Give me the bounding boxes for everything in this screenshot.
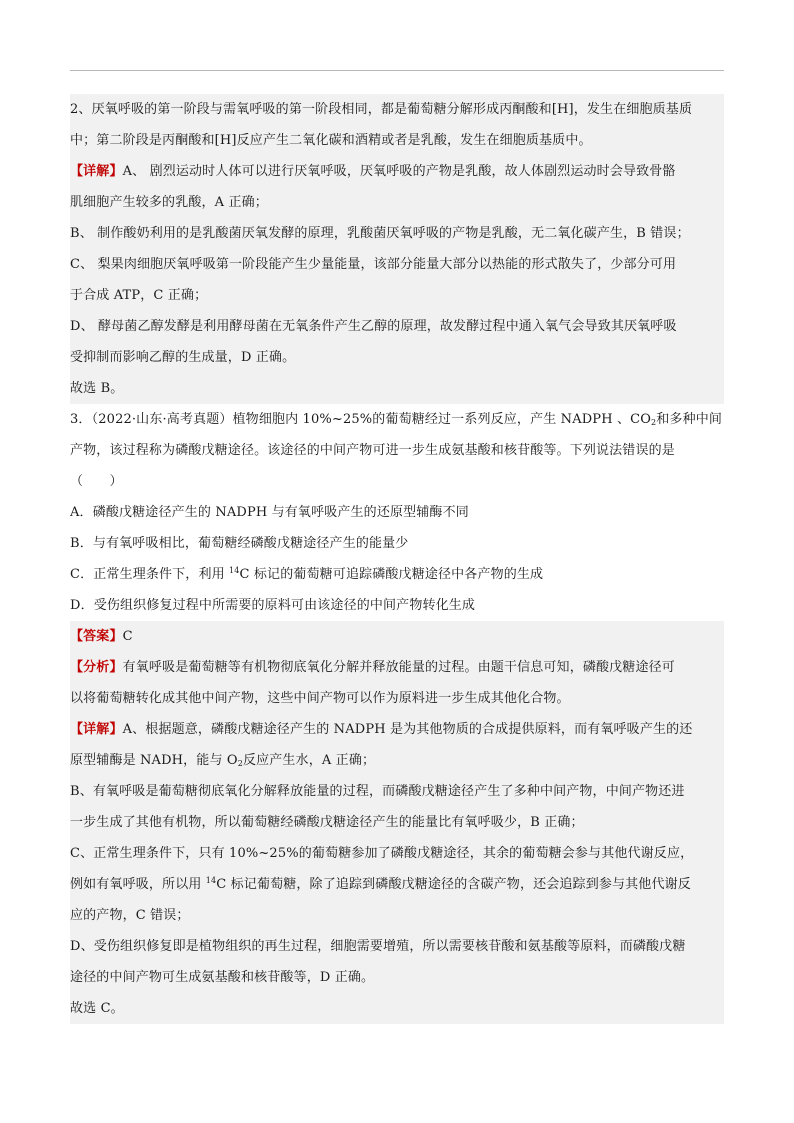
detail-tag: 【详解】 bbox=[70, 722, 123, 737]
analysis-line: 以将葡萄糖转化成其他中间产物，这些中间产物可以作为原料进一步生成其他化合物。 bbox=[70, 683, 724, 714]
question-stem-text: 3．（2022·山东·高考真题）植物细胞内 10%~25%的葡萄糖经过一系列反应，产生 NADPH 、CO bbox=[70, 412, 652, 427]
detail-d-line: D、受伤组织修复即是植物组织的再生过程，细胞需要增殖，所以需要核苷酸和氨基酸等原料，而磷酸戊糖 bbox=[70, 931, 724, 962]
detail-b-line: B、有氧呼吸是葡萄糖彻底氧化分解释放能量的过程，而磷酸戊糖途径产生了多种中间产物，中间产物还进 bbox=[70, 776, 724, 807]
detail-b-line: B、 制作酸奶利用的是乳酸菌厌氧发酵的原理，乳酸菌厌氧呼吸的产物是乳酸，无二氧化碳产生，B 错误； bbox=[70, 218, 724, 249]
analysis-text-line: 2、厌氧呼吸的第一阶段与需氧呼吸的第一阶段相同，都是葡萄糖分解形成丙酮酸和[H]，发生在细胞质基质 bbox=[70, 94, 724, 125]
detail-c-line: C、正常生理条件下，只有 10%~25%的葡萄糖参加了磷酸戊糖途径，其余的葡萄糖会参与其他代谢反应， bbox=[70, 838, 724, 869]
detail-a-line: 肌细胞产生较多的乳酸，A 正确； bbox=[70, 187, 724, 218]
answer-line bbox=[70, 621, 724, 652]
detail-text: A、 剧烈运动时人体可以进行厌氧呼吸，厌氧呼吸的产物是乳酸，故人体剧烈运动时会导致骨骼 bbox=[122, 164, 676, 179]
detail-c-line bbox=[70, 869, 724, 900]
analysis-tag: 【分析】 bbox=[70, 660, 123, 675]
document-body bbox=[70, 94, 724, 1024]
answer-value: C bbox=[122, 629, 133, 644]
subscript: 2 bbox=[237, 759, 243, 768]
detail-a-line bbox=[70, 745, 724, 776]
option-b: B．与有氧呼吸相比，葡萄糖经磷酸戊糖途径产生的能量少 bbox=[70, 536, 409, 551]
option-text: C 标记的葡萄糖可追踪磷酸戊糖途径中各产物的生成 bbox=[239, 567, 544, 582]
detail-a-line bbox=[70, 156, 724, 187]
analysis-text-line: 中；第二阶段是丙酮酸和[H]反应产生二氧化碳和酒精或者是乳酸，发生在细胞质基质中。 bbox=[70, 125, 724, 156]
question-stem-line bbox=[70, 404, 724, 435]
analysis-line bbox=[70, 652, 724, 683]
detail-c-line: 于合成 ATP，C 正确； bbox=[70, 280, 724, 311]
detail-text: A、根据题意，磷酸戊糖途径产生的 NADPH 是为其他物质的合成提供原料，而有氧呼吸产生的还 bbox=[122, 722, 693, 737]
conclusion-line: 故选 C。 bbox=[70, 993, 724, 1024]
superscript: 14 bbox=[229, 566, 240, 575]
option-d: D．受伤组织修复过程中所需要的原料可由该途径的中间产物转化生成 bbox=[70, 598, 476, 613]
answer-tag: 【答案】 bbox=[70, 629, 123, 644]
superscript: 14 bbox=[205, 876, 217, 885]
option-c bbox=[70, 559, 724, 590]
detail-d-line: D、 酵母菌乙醇发酵是利用酵母菌在无氧条件产生乙醇的原理，故发酵过程中通入氧气会导致其厌氧呼吸 bbox=[70, 311, 724, 342]
analysis-text: 有氧呼吸是葡萄糖等有机物彻底氧化分解并释放能量的过程。由题干信息可知，磷酸戊糖途径可 bbox=[122, 660, 675, 675]
header-rule bbox=[70, 70, 724, 71]
detail-d-line: 受抑制而影响乙醇的生成量，D 正确。 bbox=[70, 342, 724, 373]
answer-blank: （ ） bbox=[70, 474, 123, 489]
option-a: A．磷酸戊糖途径产生的 NADPH 与有氧呼吸产生的还原型辅酶不同 bbox=[70, 505, 469, 520]
detail-text: 例如有氧呼吸，所以用 bbox=[70, 877, 206, 892]
detail-text: C 标记葡萄糖，除了追踪到磷酸戊糖途径的含碳产物，还会追踪到参与其他代谢反 bbox=[216, 877, 691, 892]
detail-a-line bbox=[70, 714, 724, 745]
detail-c-line: C、 梨果肉细胞厌氧呼吸第一阶段能产生少量能量，该部分能量大部分以热能的形式散失了，少部分可用 bbox=[70, 249, 724, 280]
conclusion-line: 故选 B。 bbox=[70, 373, 724, 404]
question-stem-text: 和多种中间 bbox=[656, 412, 723, 427]
detail-text: 原型辅酶是 NADH，能与 O bbox=[70, 753, 238, 768]
detail-d-line: 途径的中间产物可生成氨基酸和核苷酸等，D 正确。 bbox=[70, 962, 724, 993]
subscript: 2 bbox=[651, 418, 657, 427]
question-stem-line: 产物，该过程称为磷酸戊糖途径。该途径的中间产物可进一步生成氨基酸和核苷酸等。下列说法错误的是 bbox=[70, 443, 675, 458]
detail-b-line: 一步生成了其他有机物，所以葡萄糖经磷酸戊糖途径产生的能量比有氧呼吸少，B 正确； bbox=[70, 807, 724, 838]
option-text: C．正常生理条件下，利用 bbox=[70, 567, 230, 582]
detail-text: 反应产生水，A 正确； bbox=[242, 753, 376, 768]
detail-tag: 【详解】 bbox=[70, 164, 123, 179]
detail-c-line: 应的产物，C 错误； bbox=[70, 900, 724, 931]
